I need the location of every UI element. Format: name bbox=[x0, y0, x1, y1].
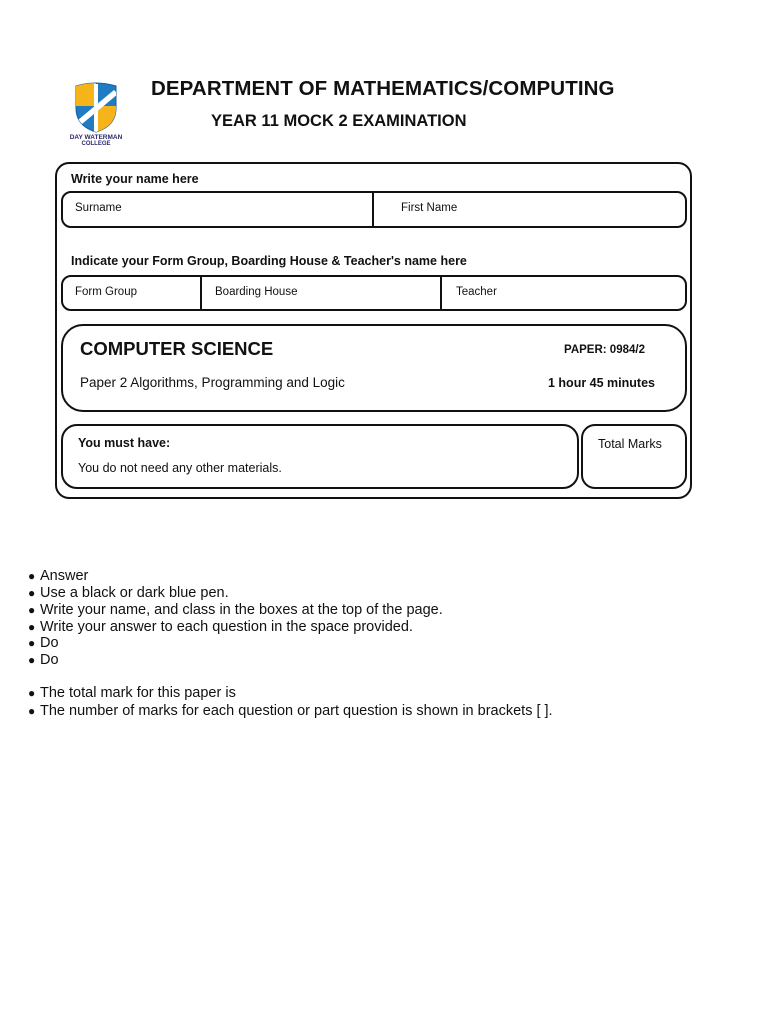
total-marks-label: Total Marks bbox=[598, 437, 662, 451]
instruction-text: Answer bbox=[40, 568, 89, 584]
form-group-field[interactable]: Form Group bbox=[75, 286, 137, 298]
shield-icon bbox=[76, 80, 118, 134]
bullet-icon: ● bbox=[28, 636, 36, 650]
group-box bbox=[61, 275, 687, 311]
instruction-item bbox=[28, 619, 413, 636]
instruction-item bbox=[28, 568, 88, 585]
name-box bbox=[61, 191, 687, 228]
bullet-icon: ● bbox=[28, 653, 36, 667]
paper-title: Paper 2 Algorithms, Programming and Logic bbox=[80, 375, 345, 390]
logo-caption-line2: COLLEGE bbox=[81, 141, 111, 146]
exam-duration: 1 hour 45 minutes bbox=[548, 376, 655, 390]
name-divider bbox=[372, 191, 374, 228]
logo-caption-line1: DAY WATERMAN bbox=[69, 134, 123, 141]
teacher-field[interactable]: Teacher bbox=[456, 286, 497, 298]
surname-field[interactable]: Surname bbox=[75, 202, 122, 214]
bullet-icon: ● bbox=[28, 569, 36, 583]
name-section-label: Write your name here bbox=[71, 172, 199, 186]
group-divider-1 bbox=[200, 275, 202, 311]
bullet-icon: ● bbox=[28, 620, 36, 634]
instruction-item bbox=[28, 602, 443, 619]
instruction-item bbox=[28, 703, 553, 720]
instruction-item bbox=[28, 585, 229, 602]
instruction-text: Use a black or dark blue pen. bbox=[40, 585, 229, 601]
materials-label: You must have: bbox=[78, 436, 171, 450]
paper-code: PAPER: 0984/2 bbox=[564, 344, 645, 356]
instruction-item bbox=[28, 652, 59, 669]
department-title: DEPARTMENT OF MATHEMATICS/COMPUTING bbox=[151, 77, 615, 100]
bullet-icon: ● bbox=[28, 603, 36, 617]
first-name-field[interactable]: First Name bbox=[401, 202, 458, 214]
instruction-text: Do bbox=[40, 652, 59, 668]
exam-title: YEAR 11 MOCK 2 EXAMINATION bbox=[211, 112, 467, 130]
total-marks-box[interactable] bbox=[581, 424, 687, 489]
college-logo bbox=[64, 80, 128, 146]
instruction-text: Write your answer to each question in the space provided. bbox=[40, 619, 413, 635]
instruction-text: Do bbox=[40, 635, 59, 651]
instruction-item bbox=[28, 635, 59, 652]
subject-title: COMPUTER SCIENCE bbox=[80, 338, 274, 359]
instruction-item bbox=[28, 685, 236, 702]
instruction-text: The number of marks for each question or part question is shown in brackets [ ]. bbox=[40, 703, 553, 719]
instruction-text: Write your name, and class in the boxes at the top of the page. bbox=[40, 602, 443, 618]
bullet-icon: ● bbox=[28, 686, 36, 700]
materials-box bbox=[61, 424, 579, 489]
materials-text: You do not need any other materials. bbox=[78, 461, 282, 475]
bullet-icon: ● bbox=[28, 704, 36, 718]
group-divider-2 bbox=[440, 275, 442, 311]
group-section-label: Indicate your Form Group, Boarding House & Teacher's name here bbox=[71, 254, 467, 268]
boarding-house-field[interactable]: Boarding House bbox=[215, 286, 298, 298]
bullet-icon: ● bbox=[28, 586, 36, 600]
instruction-text: The total mark for this paper is bbox=[40, 685, 236, 701]
